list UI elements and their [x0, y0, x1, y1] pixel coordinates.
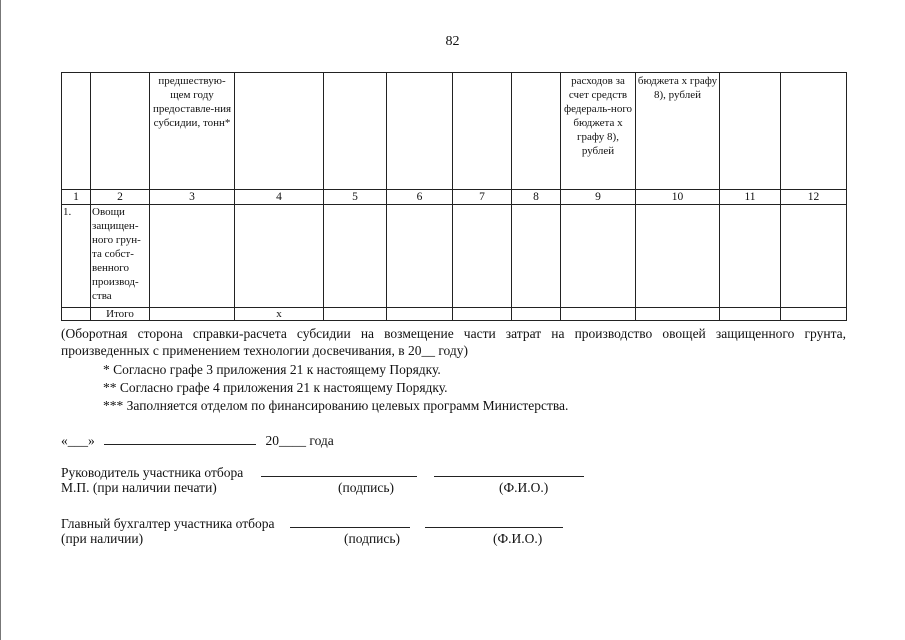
head-sub: М.П. (при наличии печати): [61, 480, 217, 495]
date-year: 20____ года: [265, 433, 334, 448]
row-number: 1.: [62, 205, 91, 308]
col-number: 5: [324, 190, 387, 205]
col-number: 8: [512, 190, 561, 205]
header-col10: бюджета х графу 8), рублей: [636, 73, 720, 190]
row-name: Овощи защищен-ного грун-та собст-венного производ-ства: [91, 205, 150, 308]
accountant-name-blank: [425, 513, 563, 528]
total-label: Итого: [91, 308, 150, 321]
col-number: 12: [781, 190, 847, 205]
accountant-sub-line: [61, 530, 143, 547]
table-caption: (Оборотная сторона справки-расчета субсидии на возмещение части затрат на производство овощей защищенного грунта, произведенных с применением технологии досвечивания, в 20__ году): [61, 326, 846, 358]
subsidy-table: [61, 72, 847, 321]
accountant-title: Главный бухгалтер участника отбора: [61, 516, 275, 531]
accountant-name-label: (Ф.И.О.): [493, 531, 543, 546]
column-numbers-row: [62, 190, 847, 205]
head-name-label: (Ф.И.О.): [499, 480, 549, 495]
accountant-sign-label: (подпись): [344, 531, 401, 546]
date-day: «___»: [61, 433, 95, 448]
col-number: 7: [453, 190, 512, 205]
page-number: 82: [445, 34, 460, 49]
total-row: [62, 308, 847, 321]
col-number: 11: [720, 190, 781, 205]
header-col3: предшествую-щем году предоставле-ния субсидии, тонн*: [150, 73, 235, 190]
head-title: Руководитель участника отбора: [61, 465, 244, 480]
col-number: 1: [62, 190, 91, 205]
accountant-sub: (при наличии): [61, 531, 144, 546]
accountant-signature-blank: [290, 513, 410, 528]
head-signature-blank: [261, 462, 417, 477]
col-number: 2: [91, 190, 150, 205]
header-col9: расходов за счет средств федераль-ного бюджета х графу 8), рублей: [561, 73, 636, 190]
head-name-blank: [434, 462, 584, 477]
head-sign-label: (подпись): [338, 480, 395, 495]
date-line: [61, 430, 334, 449]
col-number: 4: [235, 190, 324, 205]
col-number: 3: [150, 190, 235, 205]
total-col4: х: [235, 308, 324, 321]
col-number: 10: [636, 190, 720, 205]
head-sub-line: [61, 479, 217, 496]
col-number: 6: [387, 190, 453, 205]
date-month-blank: [104, 430, 256, 445]
table-row: [62, 205, 847, 308]
col-number: 9: [561, 190, 636, 205]
footnote-2: ** Согласно графе 4 приложения 21 к настоящему Порядку.: [103, 380, 448, 395]
page-edge: [0, 0, 1, 640]
footnote-1: * Согласно графе 3 приложения 21 к настоящему Порядку.: [103, 362, 441, 377]
table-header-row: [62, 73, 847, 190]
footnote-3: *** Заполняется отделом по финансированию целевых программ Министерства.: [103, 398, 569, 413]
